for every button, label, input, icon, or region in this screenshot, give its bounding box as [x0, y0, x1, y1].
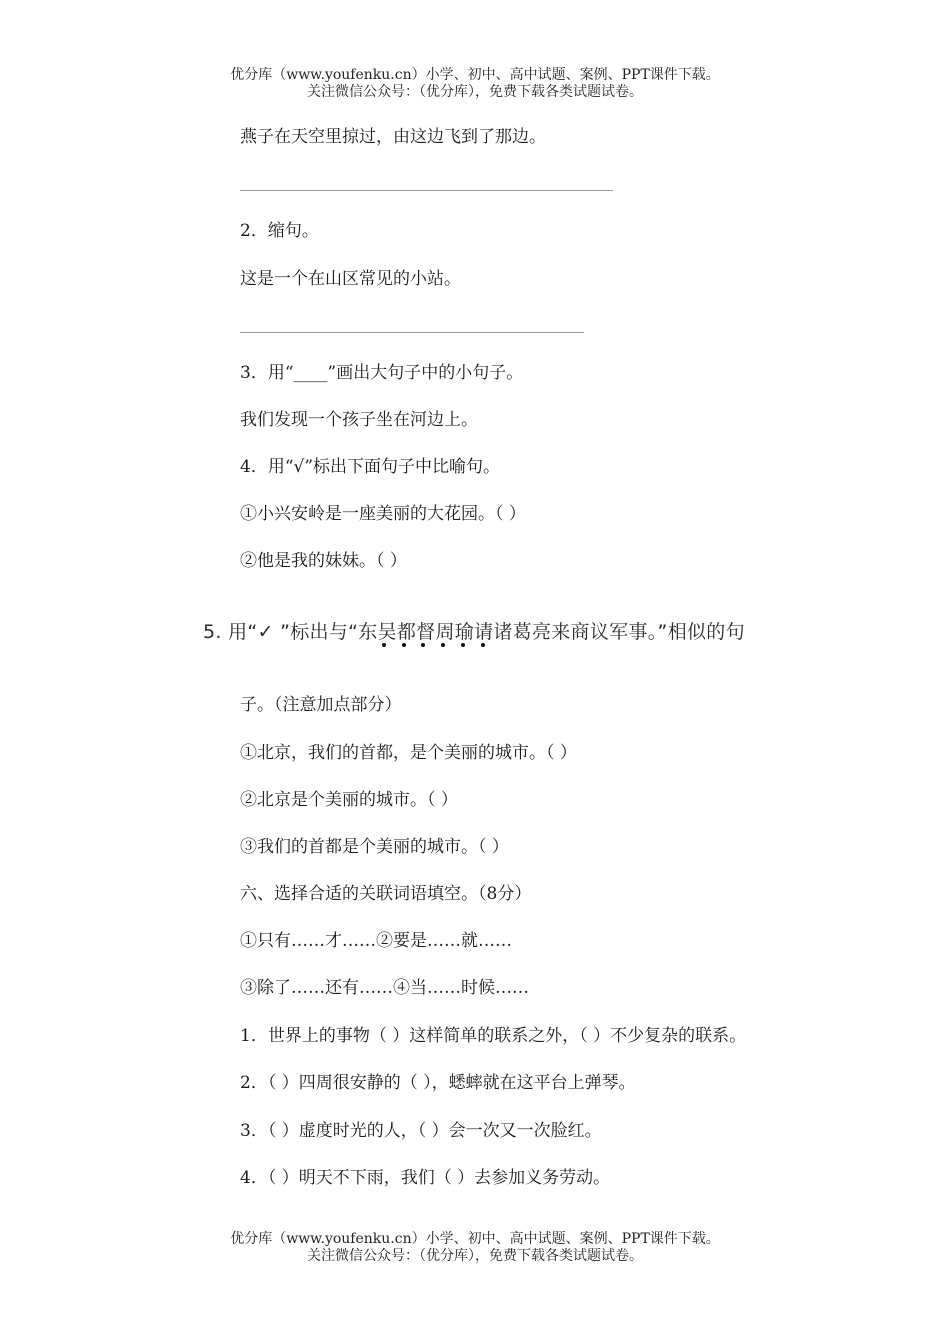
- q4-item-2: ②他是我的妹妹。（ ）: [240, 551, 407, 571]
- q5-title: 5. 用“✓ ”标出与“东吴都督周瑜请诸葛亮来商议军事。”相似的句: [203, 621, 745, 643]
- emphasis-dot: [402, 643, 406, 647]
- q5-item-1: ①北京，我们的首都，是个美丽的城市。（ ）: [240, 743, 577, 763]
- emphasis-dot: [421, 643, 425, 647]
- q4-title: 4．用“√”标出下面句子中比喻句。: [240, 457, 501, 477]
- q3-title: 3．用“____”画出大句子中的小句子。: [240, 363, 524, 383]
- page-footer: [0, 1231, 950, 1265]
- q2-sentence: 这是一个在山区常见的小站。: [240, 269, 461, 289]
- section-6-options-1: ①只有……才……②要是……就……: [240, 931, 512, 951]
- section-6-question-2: 2．（ ）四周很安静的（ ），蟋蟀就在这平台上弹琴。: [240, 1073, 636, 1093]
- section-6-question-4: 4．（ ）明天不下雨，我们（ ）去参加义务劳动。: [240, 1168, 611, 1188]
- answer-line-2: [240, 332, 584, 333]
- section-6-question-3: 3．（ ）虚度时光的人，（ ）会一次又一次脸红。: [240, 1121, 602, 1141]
- emphasis-dot: [481, 643, 485, 647]
- footer-line-2: 关注微信公众号：（优分库），免费下载各类试题试卷。: [307, 1248, 643, 1264]
- sentence-1: 燕子在天空里掠过，由这边飞到了那边。: [240, 127, 546, 147]
- q2-title: 2．缩句。: [240, 221, 319, 241]
- emphasis-dot: [382, 643, 386, 647]
- q3-sentence: 我们发现一个孩子坐在河边上。: [240, 410, 478, 430]
- q5-item-3: ③我们的首都是个美丽的城市。（ ）: [240, 837, 509, 857]
- q5-continuation: 子。（注意加点部分）: [240, 695, 402, 715]
- section-6-title: 六、选择合适的关联词语填空。（8分）: [240, 884, 532, 904]
- q4-item-1: ①小兴安岭是一座美丽的大花园。（ ）: [240, 504, 526, 524]
- section-6-question-1: 1．世界上的事物（ ）这样简单的联系之外，（ ）不少复杂的联系。: [240, 1026, 747, 1046]
- emphasis-dot: [461, 643, 465, 647]
- header-line-1: 优分库（www.youfenku.cn）小学、初中、高中试题、案例、PPT课件下载。: [230, 67, 720, 83]
- header-line-2: 关注微信公众号：（优分库），免费下载各类试题试卷。: [307, 84, 643, 100]
- section-6-options-2: ③除了……还有……④当……时候……: [240, 978, 529, 998]
- footer-line-1: 优分库（www.youfenku.cn）小学、初中、高中试题、案例、PPT课件下载。: [230, 1231, 720, 1247]
- emphasis-dot: [441, 643, 445, 647]
- page-header: [0, 67, 950, 101]
- q5-item-2: ②北京是个美丽的城市。（ ）: [240, 790, 458, 810]
- answer-line-1: [240, 190, 613, 191]
